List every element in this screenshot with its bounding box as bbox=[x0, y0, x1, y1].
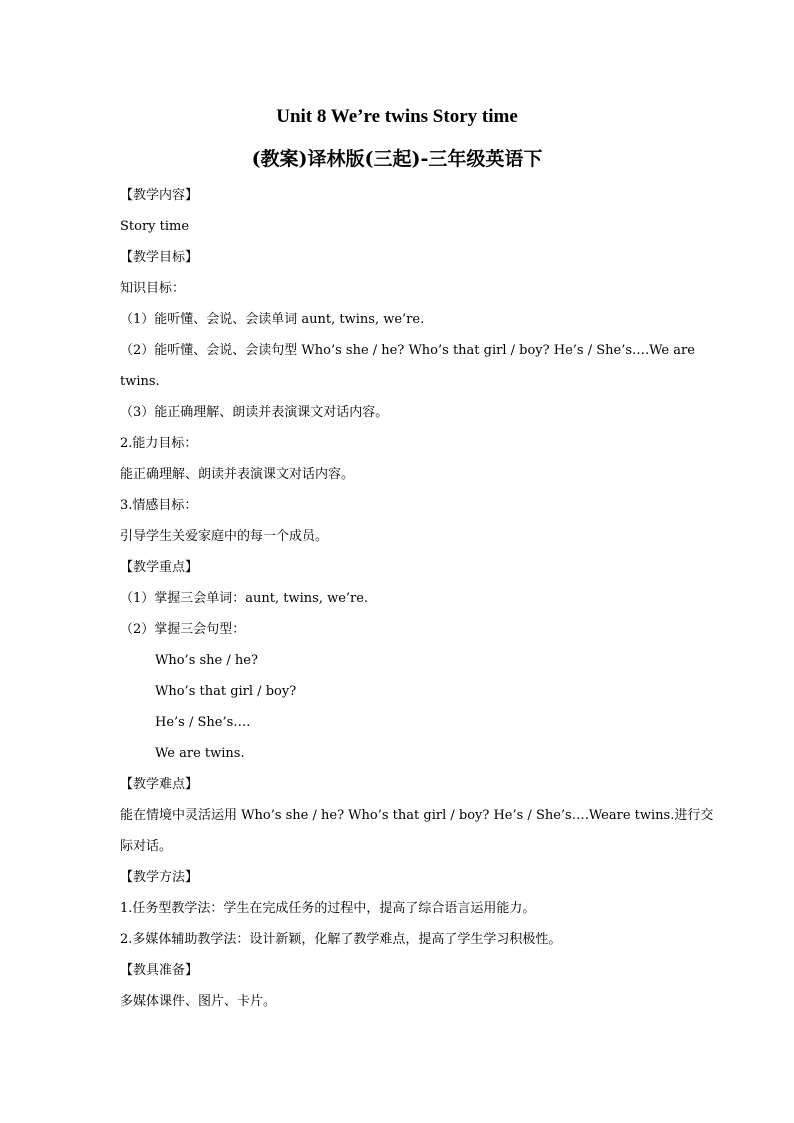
objective-item-1: （1）能听懂、会说、会读单词 aunt, twins, we’re. bbox=[120, 312, 425, 327]
method-item-1: 1.任务型教学法：学生在完成任务的过程中，提高了综合语言运用能力。 bbox=[120, 901, 536, 916]
objective-item-2: （2）能听懂、会说、会读句型 Who’s she / he? Who’s that girl / boy? He’s / She’s….We are bbox=[120, 343, 695, 358]
key-point-item-1: （1）掌握三会单词：aunt, twins, we’re. bbox=[120, 591, 369, 606]
difficulty-text: 能在情境中灵活运用 Who’s she / he? Who’s that girl / boy? He’s / She’s….Weare twins.进行交 bbox=[120, 808, 714, 823]
sentence-pattern-2: Who’s that girl / boy? bbox=[155, 684, 297, 699]
materials-text: 多媒体课件、图片、卡片。 bbox=[120, 994, 277, 1009]
ability-objectives-label: 2.能力目标： bbox=[120, 436, 198, 451]
emotion-objectives-label: 3.情感目标： bbox=[120, 498, 198, 513]
section-heading-difficulties: 【教学难点】 bbox=[120, 777, 199, 792]
knowledge-objectives-label: 知识目标： bbox=[120, 281, 186, 296]
document-body bbox=[120, 180, 714, 1017]
ability-objective-text: 能正确理解、朗读并表演课文对话内容。 bbox=[120, 467, 355, 482]
document-title-chinese: (教案)译林版(三起)-三年级英语下 bbox=[251, 148, 543, 170]
section-heading-objectives: 【教学目标】 bbox=[120, 250, 199, 265]
section-heading-methods: 【教学方法】 bbox=[120, 870, 199, 885]
section-heading-content: 【教学内容】 bbox=[120, 188, 199, 203]
key-point-item-2: （2）掌握三会句型： bbox=[120, 622, 246, 637]
document-title-english: Unit 8 We’re twins Story time bbox=[276, 106, 518, 127]
method-item-2: 2.多媒体辅助教学法：设计新颖，化解了教学难点，提高了学生学习积极性。 bbox=[120, 932, 562, 947]
section-heading-key-points: 【教学重点】 bbox=[120, 560, 199, 575]
section-heading-materials: 【教具准备】 bbox=[120, 963, 199, 978]
difficulty-text-continued: 际对话。 bbox=[120, 839, 173, 854]
emotion-objective-text: 引导学生关爱家庭中的每一个成员。 bbox=[120, 529, 329, 544]
sentence-pattern-1: Who’s she / he? bbox=[155, 653, 258, 668]
objective-item-3: （3）能正确理解、朗读并表演课文对话内容。 bbox=[120, 405, 389, 420]
objective-item-2-continued: twins. bbox=[120, 374, 160, 389]
content-text: Story time bbox=[120, 219, 190, 234]
sentence-pattern-4: We are twins. bbox=[155, 746, 245, 761]
sentence-pattern-3: He’s / She’s…. bbox=[155, 715, 251, 730]
